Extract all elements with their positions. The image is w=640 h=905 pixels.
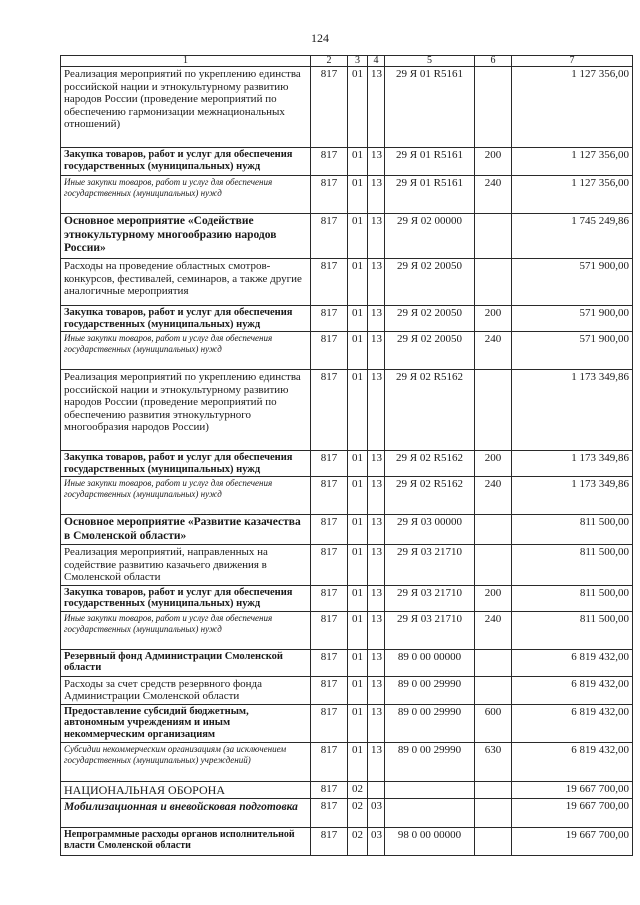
amount: 1 127 356,00 [512, 67, 633, 148]
target-article-code: 29 Я 02 R5162 [385, 451, 475, 477]
table-row [61, 742, 633, 781]
amount: 1 173 349,86 [512, 370, 633, 451]
table-row [61, 611, 633, 649]
amount: 6 819 432,00 [512, 649, 633, 676]
target-article-code: 29 Я 02 R5162 [385, 370, 475, 451]
row-description: Иные закупки товаров, работ и услуг для обеспечения государственных (муниципальных) нужд [61, 611, 311, 649]
section-code: 01 [348, 306, 368, 332]
section-code: 01 [348, 214, 368, 259]
table-row [61, 515, 633, 545]
amount: 6 819 432,00 [512, 676, 633, 704]
header-cell: 1 [61, 56, 311, 67]
table-row [61, 451, 633, 477]
target-article-code: 29 Я 02 20050 [385, 259, 475, 306]
header-cell: 6 [475, 56, 512, 67]
subsection-code: 13 [368, 176, 385, 214]
ministry-code: 817 [311, 148, 348, 176]
table-row [61, 477, 633, 515]
expense-type-code [475, 67, 512, 148]
expense-type-code [475, 649, 512, 676]
ministry-code: 817 [311, 176, 348, 214]
target-article-code: 29 Я 03 21710 [385, 585, 475, 611]
header-cell: 2 [311, 56, 348, 67]
subsection-code: 13 [368, 585, 385, 611]
ministry-code: 817 [311, 676, 348, 704]
amount: 6 819 432,00 [512, 704, 633, 742]
target-article-code: 29 Я 01 R5161 [385, 67, 475, 148]
row-description: Закупка товаров, работ и услуг для обеспечения государственных (муниципальных) нужд [61, 451, 311, 477]
row-description: Иные закупки товаров, работ и услуг для обеспечения государственных (муниципальных) нужд [61, 176, 311, 214]
section-code: 02 [348, 827, 368, 855]
target-article-code: 89 0 00 29990 [385, 676, 475, 704]
ministry-code: 817 [311, 827, 348, 855]
ministry-code: 817 [311, 67, 348, 148]
ministry-code: 817 [311, 585, 348, 611]
expense-type-code: 240 [475, 611, 512, 649]
subsection-code: 03 [368, 827, 385, 855]
subsection-code: 13 [368, 704, 385, 742]
amount: 6 819 432,00 [512, 742, 633, 781]
expense-type-code: 200 [475, 451, 512, 477]
section-code: 01 [348, 451, 368, 477]
header-cell: 3 [348, 56, 368, 67]
row-description: Реализация мероприятий по укреплению единства российской нации и этнокультурному развитию народов России (проведение мероприятий по обеспечению развития этнокультурного многообразия народов России) [61, 370, 311, 451]
target-article-code: 29 Я 02 20050 [385, 306, 475, 332]
subsection-code: 13 [368, 545, 385, 586]
amount: 1 127 356,00 [512, 176, 633, 214]
row-description: Мобилизационная и вневойсковая подготовка [61, 798, 311, 827]
target-article-code: 29 Я 02 00000 [385, 214, 475, 259]
target-article-code: 89 0 00 29990 [385, 704, 475, 742]
subsection-code: 13 [368, 370, 385, 451]
section-code: 01 [348, 332, 368, 370]
row-description: Основное мероприятие «Развитие казачества в Смоленской области» [61, 515, 311, 545]
expense-type-code: 200 [475, 306, 512, 332]
ministry-code: 817 [311, 545, 348, 586]
ministry-code: 817 [311, 451, 348, 477]
subsection-code: 13 [368, 515, 385, 545]
row-description: Предоставление субсидий бюджетным, автономным учреждениям и иным некоммерческим организациям [61, 704, 311, 742]
row-description: Непрограммные расходы органов исполнительной власти Смоленской области [61, 827, 311, 855]
row-description: Расходы на проведение областных смотров-конкурсов, фестивалей, семинаров, а также другие аналогичные мероприятия [61, 259, 311, 306]
section-code: 01 [348, 545, 368, 586]
amount: 19 667 700,00 [512, 827, 633, 855]
row-description: Резервный фонд Администрации Смоленской области [61, 649, 311, 676]
amount: 571 900,00 [512, 306, 633, 332]
amount: 811 500,00 [512, 545, 633, 586]
section-code: 01 [348, 370, 368, 451]
expense-type-code: 240 [475, 176, 512, 214]
table-row [61, 306, 633, 332]
table-row [61, 704, 633, 742]
subsection-code: 13 [368, 259, 385, 306]
expense-type-code: 240 [475, 332, 512, 370]
section-code: 01 [348, 742, 368, 781]
ministry-code: 817 [311, 306, 348, 332]
target-article-code: 29 Я 03 21710 [385, 545, 475, 586]
header-cell: 4 [368, 56, 385, 67]
table-row [61, 676, 633, 704]
section-code: 01 [348, 259, 368, 306]
section-code: 01 [348, 515, 368, 545]
ministry-code: 817 [311, 798, 348, 827]
expense-type-code [475, 214, 512, 259]
table-row [61, 827, 633, 855]
target-article-code [385, 781, 475, 798]
ministry-code: 817 [311, 742, 348, 781]
table-row [61, 798, 633, 827]
section-code: 02 [348, 781, 368, 798]
ministry-code: 817 [311, 704, 348, 742]
amount: 811 500,00 [512, 611, 633, 649]
expense-type-code [475, 676, 512, 704]
amount: 811 500,00 [512, 515, 633, 545]
ministry-code: 817 [311, 477, 348, 515]
target-article-code: 29 Я 03 00000 [385, 515, 475, 545]
table-row [61, 781, 633, 798]
subsection-code: 03 [368, 798, 385, 827]
ministry-code: 817 [311, 611, 348, 649]
section-code: 01 [348, 676, 368, 704]
ministry-code: 817 [311, 781, 348, 798]
amount: 1 745 249,86 [512, 214, 633, 259]
subsection-code: 13 [368, 742, 385, 781]
section-code: 01 [348, 704, 368, 742]
target-article-code: 98 0 00 00000 [385, 827, 475, 855]
target-article-code: 89 0 00 29990 [385, 742, 475, 781]
expense-type-code: 630 [475, 742, 512, 781]
ministry-code: 817 [311, 214, 348, 259]
amount: 571 900,00 [512, 259, 633, 306]
subsection-code: 13 [368, 148, 385, 176]
budget-table [60, 55, 633, 856]
row-description: Закупка товаров, работ и услуг для обеспечения государственных (муниципальных) нужд [61, 306, 311, 332]
row-description: Реализация мероприятий по укреплению единства российской нации и этнокультурному развитию народов России (проведение мероприятий по обеспечению гармонизации межнациональных отношений) [61, 67, 311, 148]
row-description: Основное мероприятие «Содействие этнокультурному многообразию народов России» [61, 214, 311, 259]
target-article-code: 29 Я 02 R5162 [385, 477, 475, 515]
expense-type-code [475, 545, 512, 586]
expense-type-code [475, 827, 512, 855]
row-description: Расходы за счет средств резервного фонда Администрации Смоленской области [61, 676, 311, 704]
subsection-code: 13 [368, 649, 385, 676]
expense-type-code [475, 370, 512, 451]
subsection-code: 13 [368, 676, 385, 704]
target-article-code: 29 Я 01 R5161 [385, 176, 475, 214]
amount: 811 500,00 [512, 585, 633, 611]
table-row [61, 67, 633, 148]
section-code: 01 [348, 176, 368, 214]
target-article-code: 89 0 00 00000 [385, 649, 475, 676]
table-row [61, 214, 633, 259]
subsection-code: 13 [368, 67, 385, 148]
target-article-code [385, 798, 475, 827]
table-row [61, 176, 633, 214]
row-description: Закупка товаров, работ и услуг для обеспечения государственных (муниципальных) нужд [61, 585, 311, 611]
ministry-code: 817 [311, 370, 348, 451]
row-description: Реализация мероприятий, направленных на содействие развитию казачьего движения в Смоленской области [61, 545, 311, 586]
amount: 19 667 700,00 [512, 798, 633, 827]
subsection-code [368, 781, 385, 798]
target-article-code: 29 Я 01 R5161 [385, 148, 475, 176]
amount: 1 127 356,00 [512, 148, 633, 176]
table-row [61, 585, 633, 611]
subsection-code: 13 [368, 306, 385, 332]
expense-type-code: 200 [475, 148, 512, 176]
header-cell: 7 [512, 56, 633, 67]
subsection-code: 13 [368, 477, 385, 515]
expense-type-code [475, 515, 512, 545]
table-row [61, 148, 633, 176]
ministry-code: 817 [311, 515, 348, 545]
subsection-code: 13 [368, 214, 385, 259]
table-row [61, 649, 633, 676]
table-row [61, 259, 633, 306]
row-description: НАЦИОНАЛЬНАЯ ОБОРОНА [61, 781, 311, 798]
section-code: 02 [348, 798, 368, 827]
subsection-code: 13 [368, 332, 385, 370]
table-row [61, 370, 633, 451]
section-code: 01 [348, 477, 368, 515]
section-code: 01 [348, 649, 368, 676]
target-article-code: 29 Я 03 21710 [385, 611, 475, 649]
expense-type-code: 240 [475, 477, 512, 515]
subsection-code: 13 [368, 611, 385, 649]
page-number: 124 [311, 31, 329, 45]
amount: 1 173 349,86 [512, 451, 633, 477]
expense-type-code: 200 [475, 585, 512, 611]
section-code: 01 [348, 67, 368, 148]
table-row [61, 332, 633, 370]
row-description: Иные закупки товаров, работ и услуг для обеспечения государственных (муниципальных) нужд [61, 332, 311, 370]
section-code: 01 [348, 585, 368, 611]
subsection-code: 13 [368, 451, 385, 477]
ministry-code: 817 [311, 259, 348, 306]
target-article-code: 29 Я 02 20050 [385, 332, 475, 370]
expense-type-code [475, 781, 512, 798]
row-description: Закупка товаров, работ и услуг для обеспечения государственных (муниципальных) нужд [61, 148, 311, 176]
row-description: Субсидии некоммерческим организациям (за исключением государственных (муниципальных) учреждений) [61, 742, 311, 781]
expense-type-code: 600 [475, 704, 512, 742]
table-row [61, 545, 633, 586]
header-cell: 5 [385, 56, 475, 67]
table-header-row [61, 56, 633, 67]
section-code: 01 [348, 611, 368, 649]
expense-type-code [475, 259, 512, 306]
amount: 1 173 349,86 [512, 477, 633, 515]
amount: 19 667 700,00 [512, 781, 633, 798]
section-code: 01 [348, 148, 368, 176]
row-description: Иные закупки товаров, работ и услуг для обеспечения государственных (муниципальных) нужд [61, 477, 311, 515]
ministry-code: 817 [311, 332, 348, 370]
amount: 571 900,00 [512, 332, 633, 370]
ministry-code: 817 [311, 649, 348, 676]
expense-type-code [475, 798, 512, 827]
